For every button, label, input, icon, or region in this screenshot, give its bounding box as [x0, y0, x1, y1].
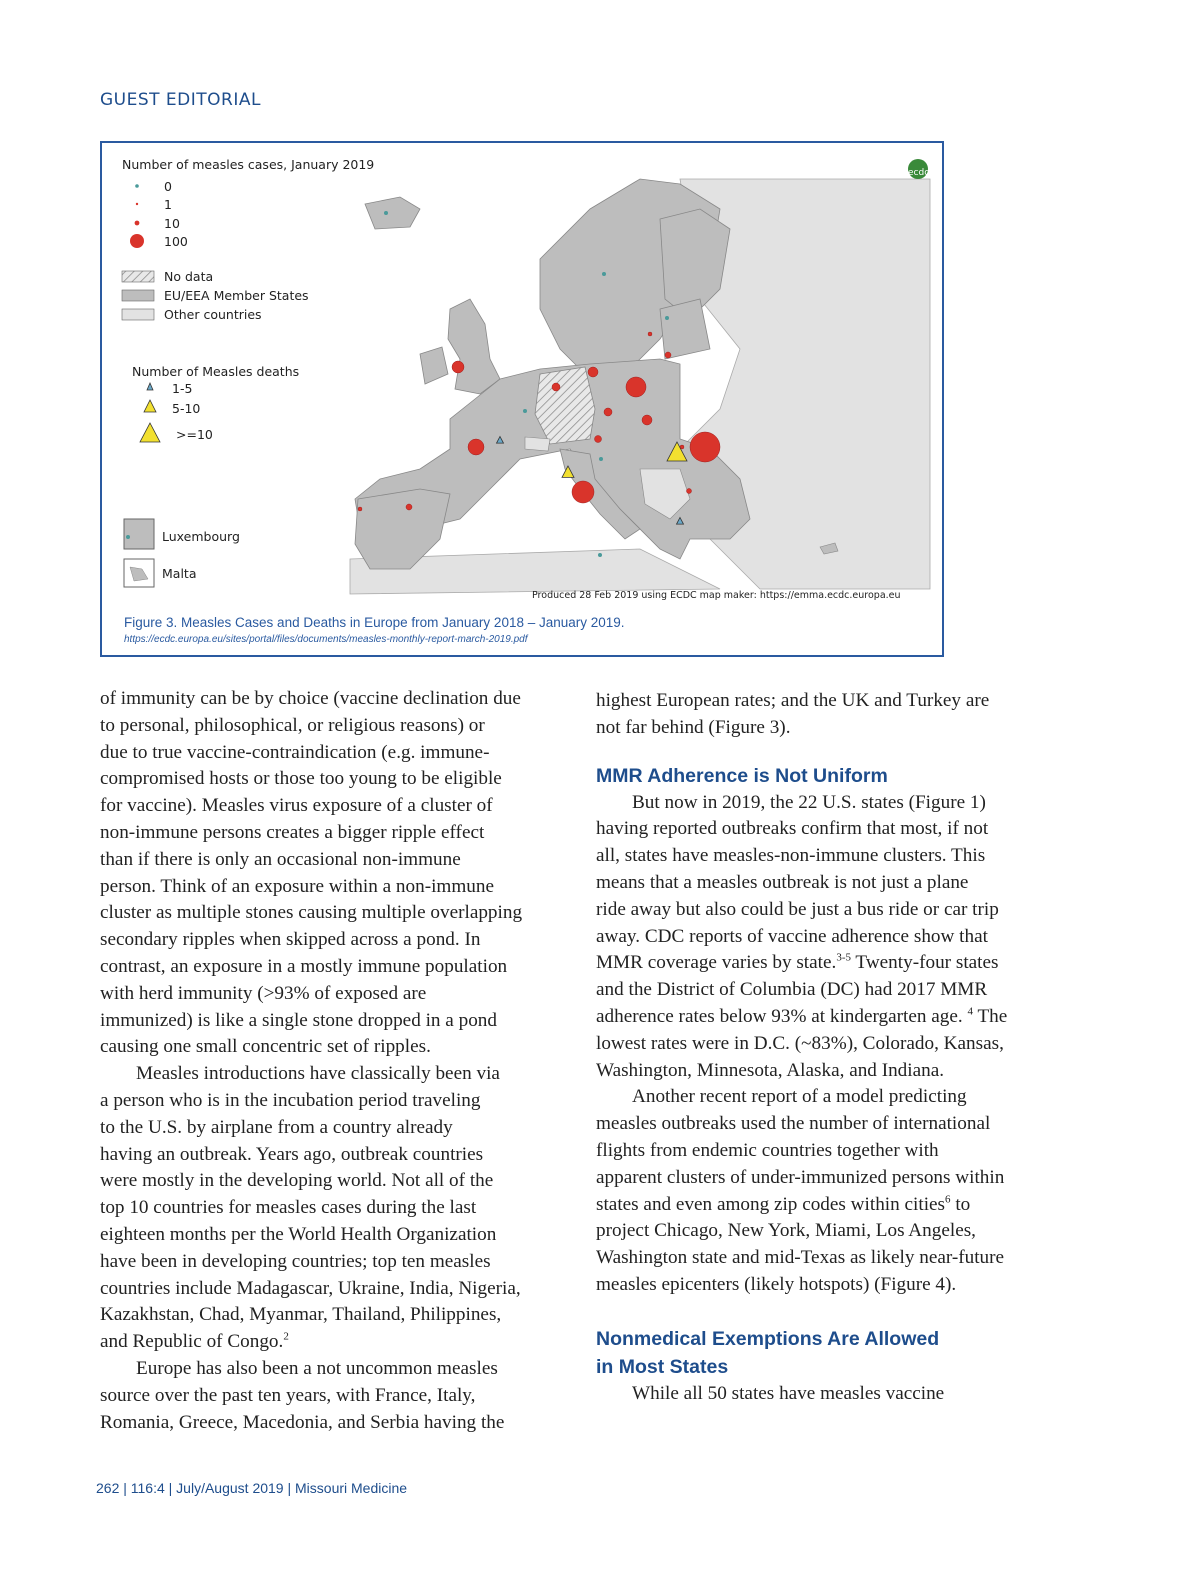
text-line: Measles introductions have classically been via: [136, 1063, 500, 1085]
figure-3: [100, 141, 944, 657]
figure-source-url[interactable]: https://ecdc.europa.eu/sites/portal/files/documents/measles-monthly-report-march-2019.pdf: [124, 634, 528, 645]
uk-region: [448, 299, 500, 394]
legend-label-eu: EU/EEA Member States: [164, 288, 309, 303]
legend-label-deaths-1-5: 1-5: [172, 381, 193, 396]
legend-label-deaths-10: >=10: [176, 427, 213, 442]
text-line: all, states have measles-non-immune clusters. This: [596, 845, 986, 867]
legend-case-100: [130, 234, 144, 248]
iceland-region: [365, 197, 420, 229]
text-line: for vaccine). Measles virus exposure of a cluster of: [100, 795, 493, 817]
text-line: immunized) is like a single stone dropped in a pond: [100, 1009, 497, 1031]
right-paragraph-3: [596, 1084, 1036, 1298]
case-marker-zero: [599, 457, 603, 461]
case-marker-zero: [602, 272, 606, 276]
text-line: away. CDC reports of vaccine adherence show that: [596, 925, 988, 947]
europe-map: [120, 149, 932, 605]
text-line: have been in developing countries; top ten measles: [100, 1250, 491, 1272]
text-line: countries include Madagascar, Ukraine, India, Nigeria,: [100, 1277, 521, 1299]
citation-superscript: 3-5: [836, 951, 851, 964]
case-marker: [604, 408, 612, 416]
legend-label-0: 0: [164, 179, 172, 194]
text-line: Europe has also been a not uncommon measles: [136, 1357, 498, 1379]
text-line: than if there is only an occasional non-immune: [100, 848, 461, 870]
text-line: lowest rates were in D.C. (~83%), Colorado, Kansas,: [596, 1032, 1004, 1054]
citation-superscript: 4: [967, 1005, 973, 1018]
text-line: with herd immunity (>93% of exposed are: [100, 982, 427, 1004]
heading-mmr-adherence: MMR Adherence is Not Uniform: [596, 764, 888, 787]
text-line: measles epicenters (likely hotspots) (Figure 4).: [596, 1273, 957, 1295]
legend-label-other: Other countries: [164, 307, 262, 322]
text-line: project Chicago, New York, Miami, Los Angeles,: [596, 1220, 976, 1242]
heading-nonmedical-exemptions-cont: in Most States: [596, 1355, 729, 1378]
text-line: While all 50 states have measles vaccine: [632, 1382, 945, 1404]
legend-case-10: [135, 221, 140, 226]
text-segment: MMR coverage varies by state.: [596, 952, 837, 974]
text-line: contrast, an exposure in a mostly immune population: [100, 955, 508, 977]
text-line: Washington, Minnesota, Alaska, and Indiana.: [596, 1059, 945, 1081]
map-produced-note: Produced 28 Feb 2019 using ECDC map maker: https://emma.ecdc.europa.eu: [532, 590, 901, 601]
legend-label-no-data: No data: [164, 269, 214, 284]
text-line: having reported outbreaks confirm that most, if not: [596, 818, 989, 840]
text-line: means that a measles outbreak is not just a plane: [596, 871, 969, 893]
text-segment: The: [973, 1005, 1008, 1027]
text-segment: Twenty-four states: [850, 952, 999, 974]
text-line: and Republic of Congo.$^2$: [100, 1330, 289, 1353]
text-line: compromised hosts or those too young to be eligible: [100, 768, 502, 790]
legend-title: Number of measles cases, January 2019: [122, 157, 375, 172]
text-line: [596, 950, 1036, 977]
text-line: eighteen months per the World Health Organization: [100, 1223, 497, 1245]
ireland-region: [420, 347, 448, 384]
case-marker-zero: [665, 316, 669, 320]
text-line: highest European rates; and the UK and Turkey are: [596, 690, 990, 711]
case-marker: [452, 361, 464, 373]
legend-label-10: 10: [164, 216, 180, 231]
germany-no-data: [535, 367, 595, 444]
case-marker-zero: [384, 211, 388, 215]
text-segment: adherence rates below 93% at kindergarten age.: [596, 1005, 968, 1027]
text-line: to the U.S. by airplane from a country already: [100, 1116, 453, 1138]
legend-death-10: [140, 423, 160, 442]
right-column: [596, 688, 1036, 1408]
case-marker: [468, 439, 484, 455]
text-line: having an outbreak. Years ago, outbreak countries: [100, 1143, 484, 1165]
legend-label-1: 1: [164, 197, 172, 212]
right-paragraph-2: [596, 790, 1036, 1085]
heading-nonmedical-exemptions: Nonmedical Exemptions Are Allowed: [596, 1327, 940, 1350]
text-line: top 10 countries for measles cases during the last: [100, 1197, 477, 1219]
figure-caption: Figure 3. Measles Cases and Deaths in Europe from January 2018 – January 2019.: [124, 615, 625, 630]
left-paragraph-3: [100, 1356, 550, 1436]
case-marker: [626, 377, 646, 397]
case-marker: [358, 507, 362, 511]
text-line: secondary ripples when skipped across a pond. In: [100, 929, 481, 951]
legend-label-deaths-5-10: 5-10: [172, 401, 201, 416]
text-line: Washington state and mid-Texas as likely near-future: [596, 1247, 1005, 1269]
baltics-region: [660, 299, 710, 359]
text-segment: to: [950, 1193, 971, 1215]
case-marker: [595, 436, 602, 443]
switzerland-region: [525, 437, 550, 451]
text-line: flights from endemic countries together with: [596, 1139, 939, 1161]
left-paragraph-2: [100, 1061, 550, 1356]
text-line: not far behind (Figure 3).: [596, 716, 791, 738]
text-line: a person who is in the incubation period traveling: [100, 1089, 481, 1111]
case-marker: [642, 415, 652, 425]
text-line: due to true vaccine-contraindication (e.g. immune-: [100, 741, 490, 763]
page-footer: 262 | 116:4 | July/August 2019 | Missouri Medicine: [96, 1480, 408, 1496]
text-line: non-immune persons creates a bigger ripple effect: [100, 821, 485, 843]
legend-no-data: [122, 271, 154, 282]
text-line: were mostly in the developing world. Not all of the: [100, 1170, 494, 1192]
legend-case-0: [135, 184, 139, 188]
citation-superscript: 2: [283, 1330, 289, 1343]
legend-death-5-10: [144, 400, 156, 412]
text-line: causing one small concentric set of ripples.: [100, 1036, 431, 1058]
case-marker: [665, 352, 671, 358]
ecdc-logo-text: ecdc: [908, 168, 930, 178]
text-line: person. Think of an exposure within a non-immune: [100, 875, 494, 897]
legend-case-1: [136, 203, 138, 205]
text-line: to personal, philosophical, or religious reasons) or: [100, 714, 485, 736]
legend-label-100: 100: [164, 234, 188, 249]
luxembourg-inset: [124, 519, 154, 549]
legend-eu: [122, 290, 154, 301]
case-marker-zero: [126, 535, 130, 539]
inset-label-malta: Malta: [162, 566, 197, 581]
case-marker: [572, 481, 594, 503]
text-line: apparent clusters of under-immunized persons within: [596, 1166, 1005, 1188]
case-marker: [406, 504, 412, 510]
text-line: source over the past ten years, with France, Italy,: [100, 1384, 476, 1406]
legend-deaths-title: Number of Measles deaths: [132, 364, 300, 379]
text-line: [596, 1004, 1036, 1031]
case-marker: [687, 489, 692, 494]
left-paragraph-1: [100, 686, 550, 1061]
text-line: [596, 1192, 1036, 1219]
text-line: of immunity can be by choice (vaccine declination due: [100, 688, 521, 709]
text-line: ride away but also could be just a bus ride or car trip: [596, 898, 999, 920]
text-line: cluster as multiple stones causing multiple overlapping: [100, 902, 523, 924]
text-line: measles outbreaks used the number of international: [596, 1113, 991, 1135]
case-marker: [690, 432, 720, 462]
section-label: GUEST EDITORIAL: [100, 90, 261, 110]
right-paragraph-1: [596, 688, 1036, 742]
case-marker-zero: [523, 409, 527, 413]
text-line: Kazakhstan, Chad, Myanmar, Thailand, Philippines,: [100, 1304, 502, 1326]
legend-death-1-5: [147, 383, 153, 390]
text-line: and the District of Columbia (DC) had 2017 MMR: [596, 979, 988, 1001]
case-marker: [648, 332, 652, 336]
text-segment: states and even among zip codes within cities: [596, 1193, 946, 1215]
text-line: Romania, Greece, Macedonia, and Serbia having the: [100, 1411, 505, 1433]
left-column: [100, 686, 550, 1436]
case-marker: [588, 367, 598, 377]
legend-other: [122, 309, 154, 320]
text-line: Another recent report of a model predicting: [632, 1086, 967, 1108]
right-paragraph-4: [596, 1381, 1036, 1408]
case-marker: [552, 383, 560, 391]
inset-label-luxembourg: Luxembourg: [162, 529, 240, 544]
case-marker-zero: [598, 553, 602, 557]
citation-superscript: 6: [945, 1193, 951, 1206]
text-line: But now in 2019, the 22 U.S. states (Figure 1): [632, 791, 986, 813]
